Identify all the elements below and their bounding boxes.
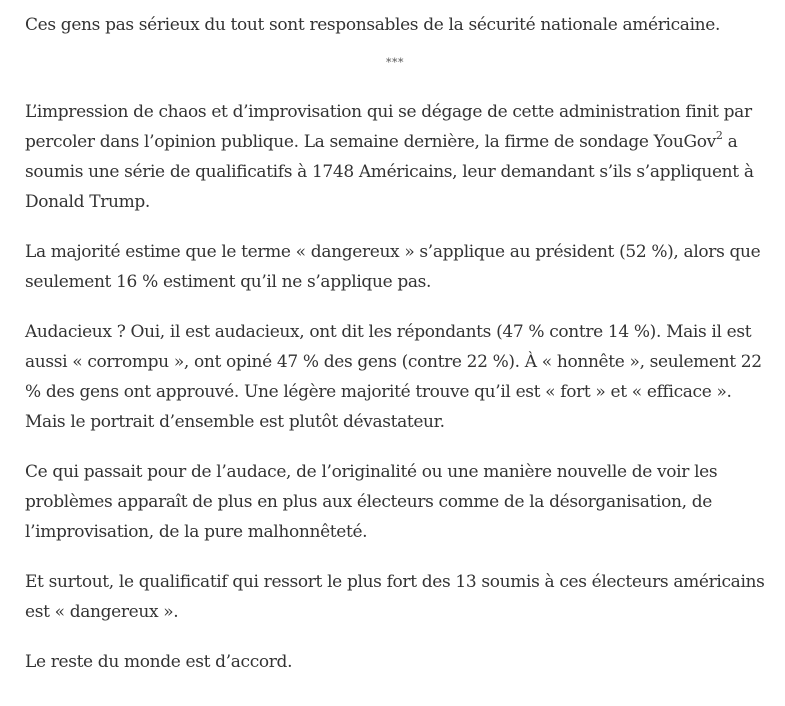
article-body xyxy=(25,10,765,677)
paragraph-surtout: Et surtout, le qualificatif qui ressort le plus fort des 13 soumis à ces électeurs américains est « dangereux ». xyxy=(25,572,765,622)
section-separator: *** xyxy=(386,56,404,69)
paragraph-yougov-text-continued: a soumis une série de qualificatifs à 1748 Américains, leur demandant s’ils s’appliquent à Donald Trump. xyxy=(25,132,754,212)
paragraph-audace: Ce qui passait pour de l’audace, de l’originalité ou une manière nouvelle de voir les problèmes apparaît de plus en plus aux électeurs comme de la désorganisation, de l’improvisation, de la pure malhonnêteté. xyxy=(25,462,718,542)
paragraph-yougov xyxy=(25,97,765,217)
intro-paragraph: Ces gens pas sérieux du tout sont responsables de la sécurité nationale américaine. xyxy=(25,15,721,35)
paragraph-audacieux: Audacieux ? Oui, il est audacieux, ont dit les répondants (47 % contre 14 %). Mais il est aussi « corrompu », ont opiné 47 % des gens (contre 22 %). À « honnête », seulement 22 % des gens ont approuvé. Une légère majorité trouve qu’il est « fort » et « efficace ». Mais le portrait d’ensemble est plutôt dévastateur. xyxy=(25,322,762,432)
footnote-link[interactable]: 2 xyxy=(715,129,723,143)
paragraph-dangereux: La majorité estime que le terme « dangereux » s’applique au président (52 %), alors que seulement 16 % estiment qu’il ne s’applique pas. xyxy=(25,242,761,292)
paragraph-yougov-text: L’impression de chaos et d’improvisation qui se dégage de cette administration finit par percoler dans l’opinion publique. La semaine dernière, la firme de sondage YouGov xyxy=(25,102,752,152)
paragraph-conclusion: Le reste du monde est d’accord. xyxy=(25,652,293,672)
